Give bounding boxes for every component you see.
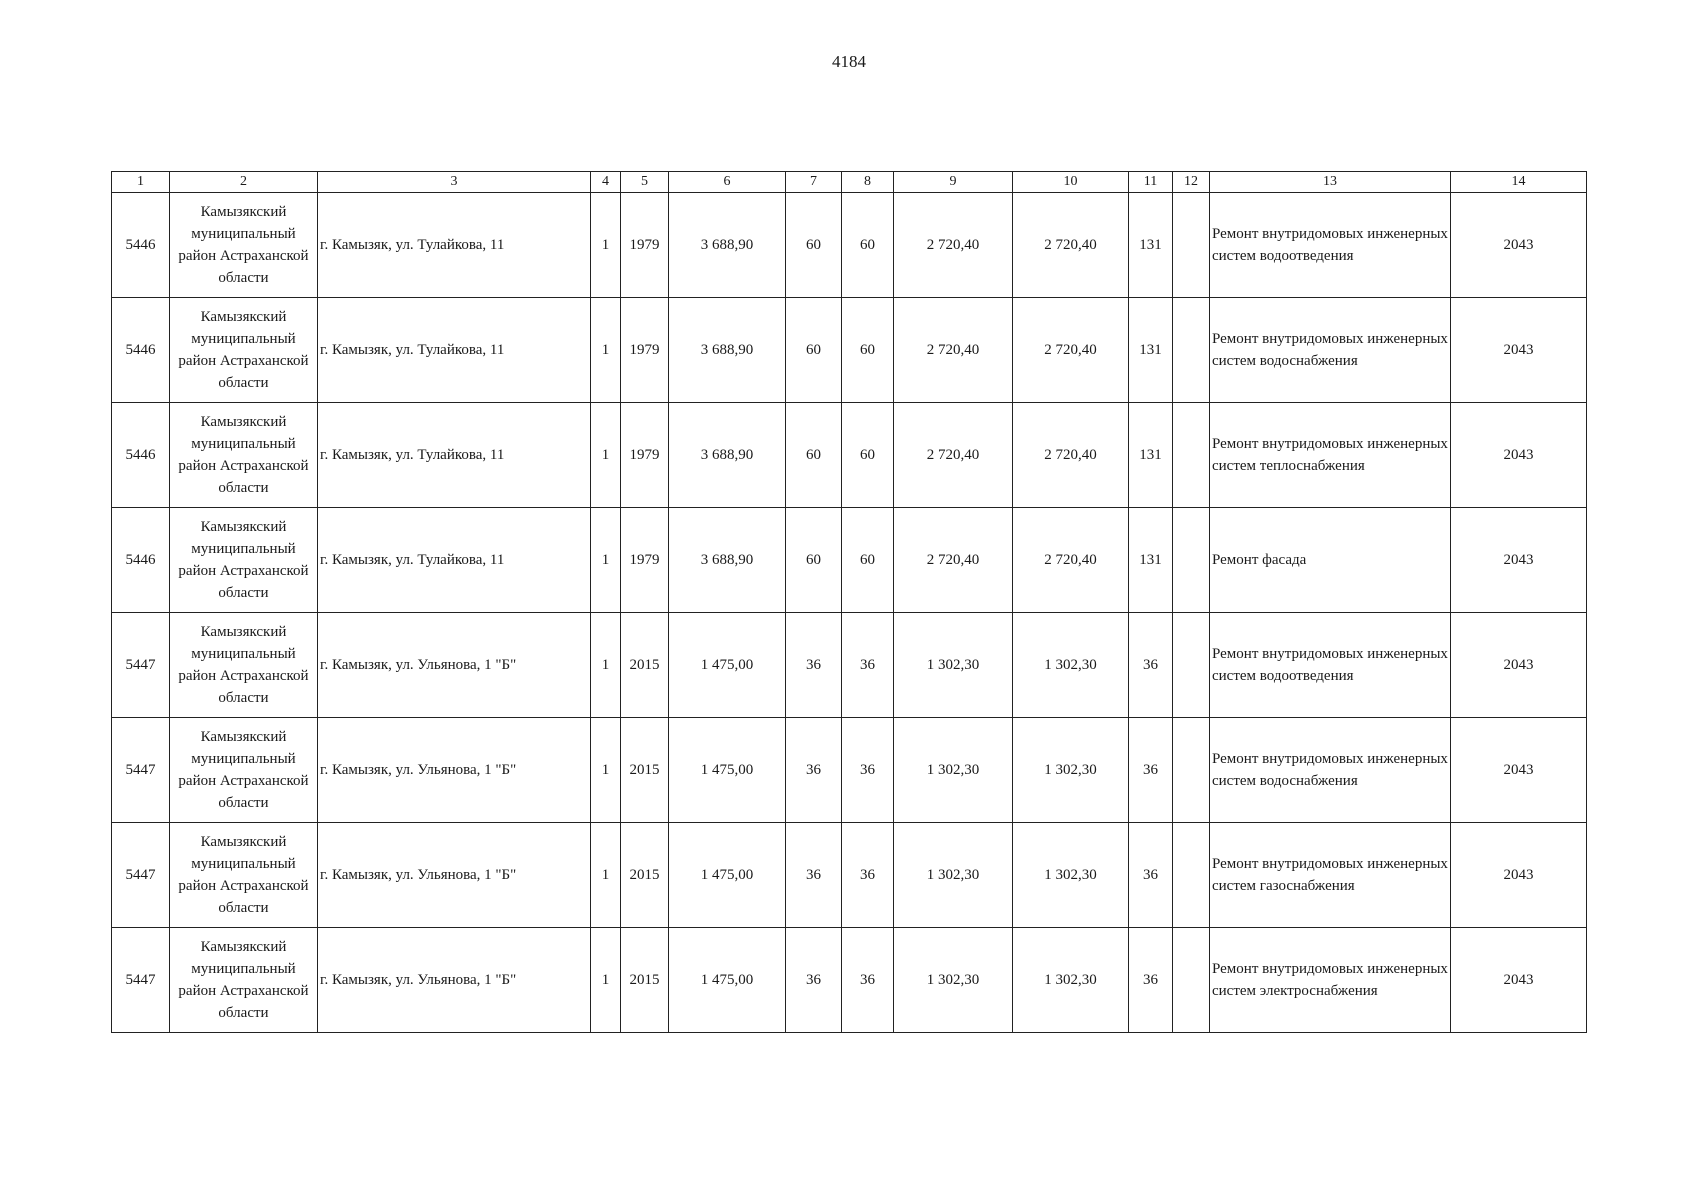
col7-cell: 60: [786, 298, 842, 403]
col10-cell: 2 720,40: [1013, 508, 1129, 613]
total-area-cell: 3 688,90: [669, 508, 786, 613]
repair-schedule-table: [111, 171, 1587, 1033]
plan-year-cell: 2043: [1451, 823, 1587, 928]
year-cell: 1979: [621, 508, 669, 613]
col8-cell: 36: [842, 613, 894, 718]
total-area-cell: 1 475,00: [669, 823, 786, 928]
work-type-cell: Ремонт внутридомовых инженерных систем водоотведения: [1210, 613, 1451, 718]
col10-cell: 1 302,30: [1013, 928, 1129, 1033]
col11-cell: 131: [1129, 193, 1173, 298]
col9-cell: 1 302,30: [894, 823, 1013, 928]
work-type-cell: Ремонт внутридомовых инженерных систем электроснабжения: [1210, 928, 1451, 1033]
col7-cell: 36: [786, 823, 842, 928]
col11-cell: 131: [1129, 403, 1173, 508]
column-header: 6: [669, 172, 786, 193]
col4-cell: 1: [591, 928, 621, 1033]
col10-cell: 1 302,30: [1013, 718, 1129, 823]
region-cell: Камызякский муниципальный район Астраханской области: [170, 403, 318, 508]
col9-cell: 1 302,30: [894, 613, 1013, 718]
col11-cell: 36: [1129, 928, 1173, 1033]
table-header: [112, 172, 1587, 193]
plan-year-cell: 2043: [1451, 928, 1587, 1033]
work-type-cell: Ремонт внутридомовых инженерных систем водоснабжения: [1210, 718, 1451, 823]
col4-cell: 1: [591, 193, 621, 298]
col11-cell: 36: [1129, 613, 1173, 718]
col8-cell: 60: [842, 298, 894, 403]
address-cell: г. Камызяк, ул. Ульянова, 1 "Б": [318, 718, 591, 823]
plan-year-cell: 2043: [1451, 193, 1587, 298]
column-header: 5: [621, 172, 669, 193]
region-cell: Камызякский муниципальный район Астраханской области: [170, 193, 318, 298]
work-type-cell: Ремонт внутридомовых инженерных систем водоотведения: [1210, 193, 1451, 298]
col10-cell: 2 720,40: [1013, 193, 1129, 298]
total-area-cell: 3 688,90: [669, 298, 786, 403]
col12-cell: [1173, 403, 1210, 508]
col12-cell: [1173, 928, 1210, 1033]
plan-year-cell: 2043: [1451, 298, 1587, 403]
col9-cell: 1 302,30: [894, 718, 1013, 823]
col9-cell: 1 302,30: [894, 928, 1013, 1033]
table-row: [112, 613, 1587, 718]
work-type-cell: Ремонт внутридомовых инженерных систем газоснабжения: [1210, 823, 1451, 928]
house-id-cell: 5447: [112, 928, 170, 1033]
col11-cell: 36: [1129, 823, 1173, 928]
col7-cell: 36: [786, 718, 842, 823]
col12-cell: [1173, 193, 1210, 298]
address-cell: г. Камызяк, ул. Ульянова, 1 "Б": [318, 823, 591, 928]
col12-cell: [1173, 613, 1210, 718]
col12-cell: [1173, 823, 1210, 928]
col8-cell: 36: [842, 823, 894, 928]
col4-cell: 1: [591, 823, 621, 928]
col10-cell: 2 720,40: [1013, 403, 1129, 508]
col4-cell: 1: [591, 718, 621, 823]
table-row: [112, 928, 1587, 1033]
work-type-cell: Ремонт внутридомовых инженерных систем теплоснабжения: [1210, 403, 1451, 508]
col8-cell: 60: [842, 193, 894, 298]
col4-cell: 1: [591, 613, 621, 718]
address-cell: г. Камызяк, ул. Тулайкова, 11: [318, 298, 591, 403]
column-header: 14: [1451, 172, 1587, 193]
address-cell: г. Камызяк, ул. Тулайкова, 11: [318, 508, 591, 613]
table-row: [112, 193, 1587, 298]
column-header: 7: [786, 172, 842, 193]
work-type-cell: Ремонт фасада: [1210, 508, 1451, 613]
col9-cell: 2 720,40: [894, 298, 1013, 403]
column-header: 10: [1013, 172, 1129, 193]
region-cell: Камызякский муниципальный район Астраханской области: [170, 298, 318, 403]
col12-cell: [1173, 508, 1210, 613]
column-header: 12: [1173, 172, 1210, 193]
house-id-cell: 5447: [112, 613, 170, 718]
address-cell: г. Камызяк, ул. Ульянова, 1 "Б": [318, 928, 591, 1033]
col12-cell: [1173, 718, 1210, 823]
plan-year-cell: 2043: [1451, 403, 1587, 508]
total-area-cell: 1 475,00: [669, 613, 786, 718]
house-id-cell: 5447: [112, 718, 170, 823]
region-cell: Камызякский муниципальный район Астраханской области: [170, 718, 318, 823]
col7-cell: 36: [786, 928, 842, 1033]
house-id-cell: 5446: [112, 193, 170, 298]
table-row: [112, 823, 1587, 928]
col8-cell: 36: [842, 718, 894, 823]
region-cell: Камызякский муниципальный район Астраханской области: [170, 823, 318, 928]
col7-cell: 60: [786, 193, 842, 298]
total-area-cell: 1 475,00: [669, 928, 786, 1033]
plan-year-cell: 2043: [1451, 718, 1587, 823]
table-body: [112, 193, 1587, 1033]
col8-cell: 60: [842, 508, 894, 613]
plan-year-cell: 2043: [1451, 613, 1587, 718]
col7-cell: 60: [786, 403, 842, 508]
house-id-cell: 5446: [112, 298, 170, 403]
address-cell: г. Камызяк, ул. Тулайкова, 11: [318, 403, 591, 508]
column-number-row: [112, 172, 1587, 193]
col8-cell: 60: [842, 403, 894, 508]
year-cell: 2015: [621, 928, 669, 1033]
table-row: [112, 718, 1587, 823]
region-cell: Камызякский муниципальный район Астраханской области: [170, 508, 318, 613]
col4-cell: 1: [591, 298, 621, 403]
year-cell: 2015: [621, 718, 669, 823]
total-area-cell: 3 688,90: [669, 193, 786, 298]
column-header: 13: [1210, 172, 1451, 193]
col4-cell: 1: [591, 508, 621, 613]
house-id-cell: 5446: [112, 403, 170, 508]
col9-cell: 2 720,40: [894, 508, 1013, 613]
col12-cell: [1173, 298, 1210, 403]
col11-cell: 36: [1129, 718, 1173, 823]
plan-year-cell: 2043: [1451, 508, 1587, 613]
year-cell: 1979: [621, 298, 669, 403]
col11-cell: 131: [1129, 508, 1173, 613]
col7-cell: 60: [786, 508, 842, 613]
col10-cell: 1 302,30: [1013, 613, 1129, 718]
total-area-cell: 3 688,90: [669, 403, 786, 508]
column-header: 3: [318, 172, 591, 193]
year-cell: 2015: [621, 823, 669, 928]
table-row: [112, 508, 1587, 613]
column-header: 9: [894, 172, 1013, 193]
year-cell: 1979: [621, 403, 669, 508]
year-cell: 1979: [621, 193, 669, 298]
region-cell: Камызякский муниципальный район Астраханской области: [170, 928, 318, 1033]
col10-cell: 2 720,40: [1013, 298, 1129, 403]
column-header: 4: [591, 172, 621, 193]
column-header: 2: [170, 172, 318, 193]
column-header: 1: [112, 172, 170, 193]
col7-cell: 36: [786, 613, 842, 718]
col11-cell: 131: [1129, 298, 1173, 403]
column-header: 8: [842, 172, 894, 193]
col9-cell: 2 720,40: [894, 193, 1013, 298]
col10-cell: 1 302,30: [1013, 823, 1129, 928]
work-type-cell: Ремонт внутридомовых инженерных систем водоснабжения: [1210, 298, 1451, 403]
table-row: [112, 298, 1587, 403]
house-id-cell: 5447: [112, 823, 170, 928]
house-id-cell: 5446: [112, 508, 170, 613]
col9-cell: 2 720,40: [894, 403, 1013, 508]
year-cell: 2015: [621, 613, 669, 718]
address-cell: г. Камызяк, ул. Тулайкова, 11: [318, 193, 591, 298]
address-cell: г. Камызяк, ул. Ульянова, 1 "Б": [318, 613, 591, 718]
col8-cell: 36: [842, 928, 894, 1033]
total-area-cell: 1 475,00: [669, 718, 786, 823]
page-number: 4184: [832, 52, 866, 71]
column-header: 11: [1129, 172, 1173, 193]
col4-cell: 1: [591, 403, 621, 508]
table-row: [112, 403, 1587, 508]
region-cell: Камызякский муниципальный район Астраханской области: [170, 613, 318, 718]
